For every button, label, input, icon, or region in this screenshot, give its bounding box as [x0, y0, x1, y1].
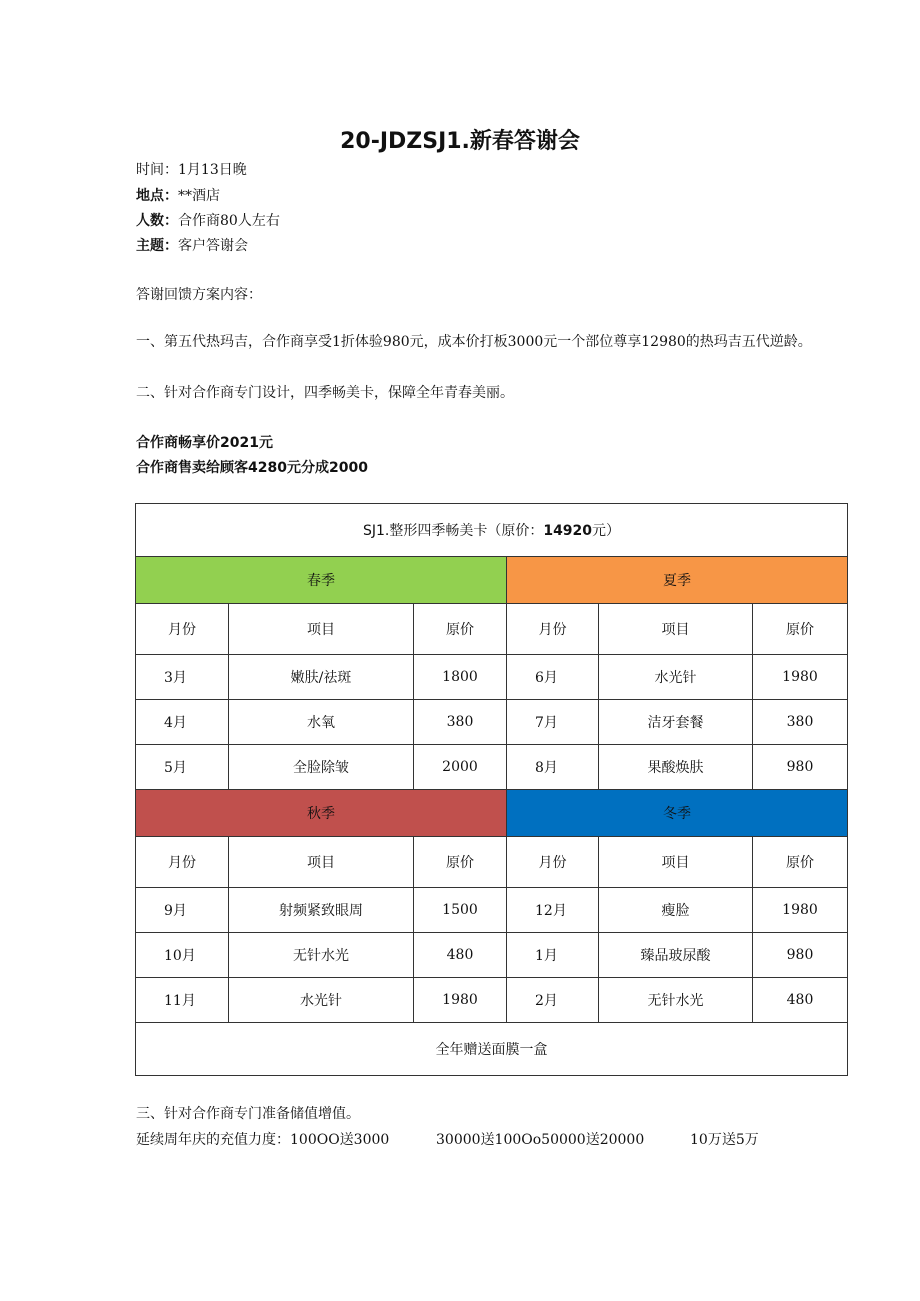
table-row	[136, 933, 848, 978]
time-label: 时间：	[136, 162, 178, 178]
month-cell: 10月	[136, 933, 229, 978]
price-cell: 1980	[753, 655, 848, 700]
month-cell: 4月	[136, 700, 229, 745]
theme-label: 主题：	[136, 238, 178, 254]
price-cell: 380	[414, 700, 507, 745]
item-3: 三、针对合作商专门准备储值增值。	[136, 1106, 360, 1122]
item-cell: 臻品玻尿酸	[599, 933, 753, 978]
table-row	[136, 700, 848, 745]
recharge-line-b: 30000送100Oo50000送20000	[436, 1132, 645, 1148]
header-price: 原价	[753, 837, 848, 888]
header-month: 月份	[136, 837, 229, 888]
item-cell: 全脸除皱	[229, 745, 414, 790]
season-summer: 夏季	[507, 557, 848, 604]
season-autumn: 秋季	[136, 790, 507, 837]
header-item: 项目	[229, 604, 414, 655]
card-title	[136, 504, 848, 557]
header-month: 月份	[507, 604, 599, 655]
price-cell: 1500	[414, 888, 507, 933]
time-value: 1月13日晚	[178, 162, 247, 178]
item-cell: 瘦脸	[599, 888, 753, 933]
price-cell: 1980	[753, 888, 848, 933]
header-item: 项目	[599, 837, 753, 888]
item-cell: 无针水光	[229, 933, 414, 978]
price-cell: 380	[753, 700, 848, 745]
item-cell: 射频紧致眼周	[229, 888, 414, 933]
item-cell: 水光针	[229, 978, 414, 1023]
plan-heading: 答谢回馈方案内容：	[136, 287, 262, 303]
table-header-row	[136, 604, 848, 655]
place-value: **酒店	[178, 188, 220, 204]
place-line	[136, 186, 220, 206]
table-row	[136, 745, 848, 790]
item-1: 一、第五代热玛吉，合作商享受1折体验980元，成本价打板3000元一个部位尊享12980的热玛吉五代逆龄。	[136, 334, 812, 350]
price-cell: 1980	[414, 978, 507, 1023]
card-title-price: 14920	[543, 523, 593, 539]
price-cell: 480	[753, 978, 848, 1023]
month-cell: 6月	[507, 655, 599, 700]
item-cell: 洁牙套餐	[599, 700, 753, 745]
page-title: 20-JDZSJ1.新春答谢会	[340, 129, 580, 154]
item-cell: 无针水光	[599, 978, 753, 1023]
item-2: 二、针对合作商专门设计，四季畅美卡，保障全年青春美丽。	[136, 385, 514, 401]
table-header-row	[136, 837, 848, 888]
season-winter: 冬季	[507, 790, 848, 837]
price-cell: 480	[414, 933, 507, 978]
table-row	[136, 978, 848, 1023]
theme-line	[136, 236, 248, 256]
month-cell: 5月	[136, 745, 229, 790]
table-row	[136, 888, 848, 933]
time-line	[136, 160, 247, 180]
people-label: 人数：	[136, 213, 178, 229]
header-month: 月份	[507, 837, 599, 888]
card-title-prefix: SJ1.整形四季畅美卡（原价：	[362, 523, 544, 539]
card-title-suffix: 元）	[592, 523, 621, 539]
month-cell: 9月	[136, 888, 229, 933]
header-price: 原价	[414, 604, 507, 655]
four-season-card-table	[135, 503, 848, 1076]
item-cell: 水氧	[229, 700, 414, 745]
item-cell: 水光针	[599, 655, 753, 700]
price-cell: 980	[753, 933, 848, 978]
price-cell: 1800	[414, 655, 507, 700]
table-row	[136, 655, 848, 700]
month-cell: 1月	[507, 933, 599, 978]
card-footer: 全年赠送面膜一盒	[136, 1023, 848, 1076]
people-line	[136, 211, 280, 231]
place-label: 地点：	[136, 188, 178, 204]
recharge-line-a: 延续周年庆的充值力度：100OO送3000	[136, 1132, 390, 1148]
header-item: 项目	[229, 837, 414, 888]
month-cell: 8月	[507, 745, 599, 790]
partner-sell-line: 合作商售卖给顾客4280元分成2000	[136, 460, 368, 476]
month-cell: 2月	[507, 978, 599, 1023]
recharge-line-c: 10万送5万	[690, 1132, 759, 1148]
month-cell: 3月	[136, 655, 229, 700]
month-cell: 12月	[507, 888, 599, 933]
theme-value: 客户答谢会	[178, 238, 248, 254]
price-cell: 980	[753, 745, 848, 790]
header-price: 原价	[753, 604, 848, 655]
month-cell: 7月	[507, 700, 599, 745]
partner-price-line: 合作商畅享价2021元	[136, 435, 273, 451]
price-cell: 2000	[414, 745, 507, 790]
people-value: 合作商80人左右	[178, 213, 280, 229]
item-cell: 果酸焕肤	[599, 745, 753, 790]
header-item: 项目	[599, 604, 753, 655]
season-spring: 春季	[136, 557, 507, 604]
month-cell: 11月	[136, 978, 229, 1023]
item-cell: 嫩肤/祛斑	[229, 655, 414, 700]
header-price: 原价	[414, 837, 507, 888]
header-month: 月份	[136, 604, 229, 655]
